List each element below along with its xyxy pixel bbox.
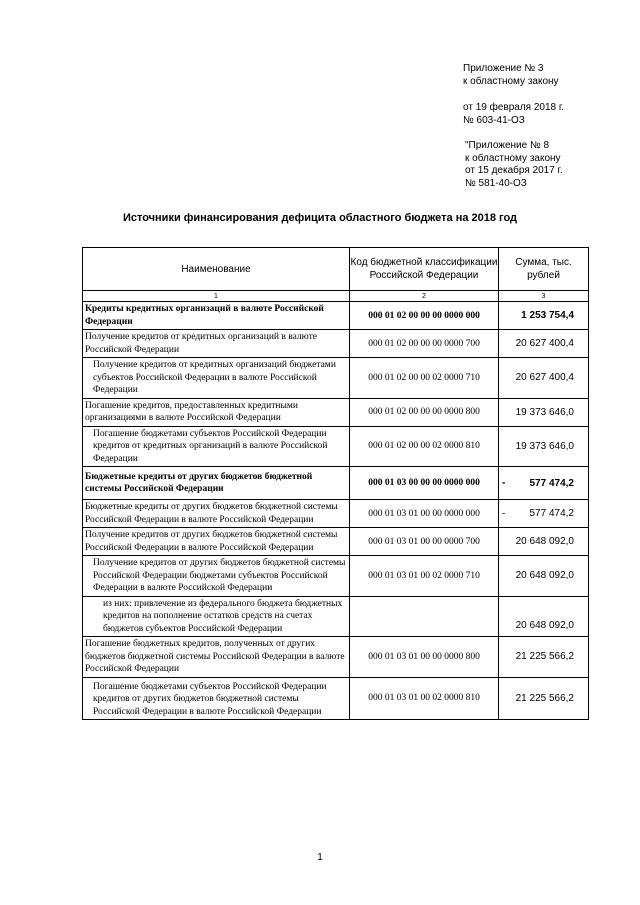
row-name: из них: привлечение из федерального бюджета бюджетных кредитов на пополнение остатков средств на счетах бюджетов субъектов Российской Федерации	[83, 596, 350, 637]
column-index: 2	[350, 291, 499, 302]
header-code: Код бюджетной классификации Российской Федерации	[350, 248, 499, 291]
row-name: Получение кредитов от других бюджетов бюджетной системы Российской Федерации бюджетами субъектов Российской Федерации в валюте Российской Федерации	[83, 556, 350, 597]
row-code: 000 01 03 01 00 00 0000 000	[350, 500, 499, 528]
table-row	[83, 302, 589, 330]
row-sum-value: 20 627 400,4	[515, 372, 574, 384]
row-code	[350, 596, 499, 637]
row-sum-value: 20 648 092,0	[515, 570, 574, 582]
table-header-row	[83, 248, 589, 291]
table-row	[83, 330, 589, 358]
row-sum	[499, 358, 589, 399]
row-sum-value: 19 373 646,0	[515, 440, 574, 452]
row-code: 000 01 03 00 00 00 0000 000	[350, 467, 499, 500]
appendix-law-ref: к областному закону	[463, 75, 559, 87]
table-row	[83, 637, 589, 678]
column-index: 1	[83, 291, 350, 302]
row-code: 000 01 03 01 00 02 0000 710	[350, 556, 499, 597]
table-row	[83, 358, 589, 399]
row-sum	[499, 330, 589, 358]
original-law-number: № 581-40-ОЗ	[465, 177, 527, 189]
table-row	[83, 596, 589, 637]
row-code: 000 01 02 00 00 02 0000 710	[350, 358, 499, 399]
row-sum-value: 21 225 566,2	[515, 651, 574, 663]
table-row	[83, 426, 589, 467]
table-row	[83, 556, 589, 597]
law-number: № 603-41-ОЗ	[463, 114, 525, 126]
row-sum	[499, 677, 589, 720]
table-row	[83, 677, 589, 720]
original-appendix-number: "Приложение № 8	[465, 140, 550, 151]
minus-sign: -	[502, 508, 506, 519]
row-sum-value: 21 225 566,2	[515, 692, 574, 704]
row-sum	[499, 556, 589, 597]
row-code: 000 01 03 01 00 02 0000 810	[350, 677, 499, 720]
row-sum	[499, 467, 589, 500]
row-code: 000 01 02 00 00 02 0000 810	[350, 426, 499, 467]
law-date-block	[463, 102, 564, 127]
row-sum	[499, 302, 589, 330]
row-sum	[499, 528, 589, 556]
row-sum	[499, 500, 589, 528]
table-row	[83, 398, 589, 426]
appendix-number: Приложение № 3	[463, 63, 544, 74]
original-law-date: от 15 декабря 2017 г.	[465, 165, 563, 176]
row-sum	[499, 637, 589, 678]
original-law-ref: к областному закону	[465, 152, 561, 164]
row-sum-value: 577 474,2	[529, 477, 574, 489]
row-sum-value: 20 648 092,0	[515, 619, 574, 631]
row-code: 000 01 02 00 00 00 0000 000	[350, 302, 499, 330]
row-code: 000 01 02 00 00 00 0000 700	[350, 330, 499, 358]
header-name: Наименование	[83, 248, 350, 291]
table-row	[83, 528, 589, 556]
row-sum-value: 1 253 754,4	[521, 310, 574, 321]
row-sum	[499, 596, 589, 637]
row-name: Погашение бюджетами субъектов Российской Федерации кредитов от других бюджетов бюджетной системы Российской Федерации в валюте Российской Федерации	[83, 677, 350, 720]
minus-sign: -	[502, 477, 506, 489]
row-name: Бюджетные кредиты от других бюджетов бюджетной системы Российской Федерации	[83, 467, 350, 500]
row-sum-value: 20 648 092,0	[515, 536, 574, 547]
row-sum-value: 577 474,2	[529, 508, 574, 519]
table-row	[83, 467, 589, 500]
column-index-row	[83, 291, 589, 302]
row-code: 000 01 03 01 00 00 0000 800	[350, 637, 499, 678]
row-name: Погашение кредитов, предоставленных кредитными организациями в валюте Российской Федерации	[83, 398, 350, 426]
row-code: 000 01 02 00 00 00 0000 800	[350, 398, 499, 426]
row-sum-value: 19 373 646,0	[515, 406, 574, 418]
row-name: Получение кредитов от кредитных организаций в валюте Российской Федерации	[83, 330, 350, 358]
row-name: Получение кредитов от кредитных организаций бюджетами субъектов Российской Федерации в валюте Российской Федерации	[83, 358, 350, 399]
law-date: от 19 февраля 2018 г.	[463, 102, 565, 113]
financing-sources-table	[82, 247, 589, 720]
appendix-header	[463, 63, 559, 88]
row-name: Бюджетные кредиты от других бюджетов бюджетной системы Российской Федерации в валюте Российской Федерации	[83, 500, 350, 528]
row-sum-value: 20 627 400,4	[515, 338, 574, 349]
row-sum	[499, 398, 589, 426]
row-name: Погашение бюджетных кредитов, полученных от других бюджетов бюджетной системы Российской Федерации в валюте Российской Федерации	[83, 637, 350, 678]
header-sum: Сумма, тыс. рублей	[499, 248, 589, 291]
row-name: Погашение бюджетами субъектов Российской Федерации кредитов от кредитных организаций в валюте Российской Федерации	[83, 426, 350, 467]
column-index: 3	[499, 291, 589, 302]
page-number: 1	[317, 852, 323, 863]
row-code: 000 01 03 01 00 00 0000 700	[350, 528, 499, 556]
row-name: Кредиты кредитных организаций в валюте Российской Федерации	[83, 302, 350, 330]
row-sum	[499, 426, 589, 467]
row-name: Получение кредитов от других бюджетов бюджетной системы Российской Федерации в валюте Российской Федерации	[83, 528, 350, 556]
original-appendix-block	[465, 140, 563, 190]
page-title: Источники финансирования дефицита областного бюджета на 2018 год	[122, 212, 518, 224]
table-row	[83, 500, 589, 528]
